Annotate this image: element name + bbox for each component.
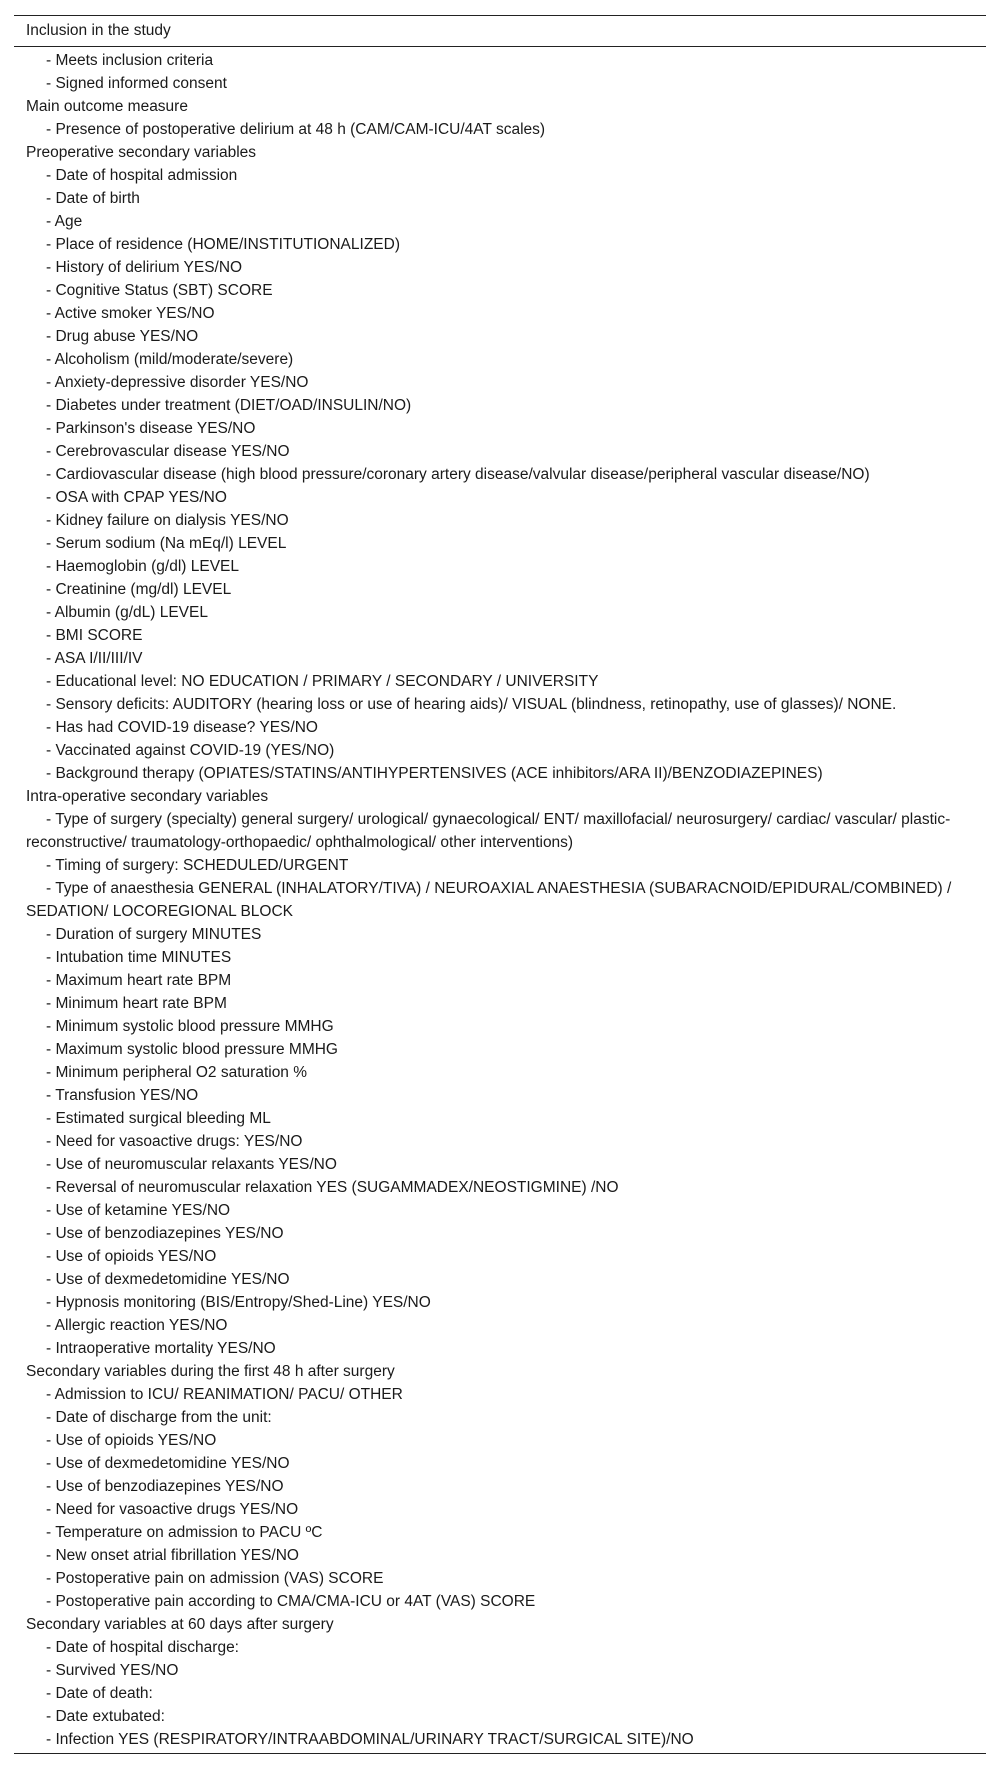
row-text: - Temperature on admission to PACU ºC [46, 1524, 323, 1541]
table-row [14, 1705, 986, 1728]
table-row [14, 1291, 986, 1314]
table-row [14, 1314, 986, 1337]
table-row [14, 693, 986, 716]
table-row [14, 164, 986, 187]
row-text: - Alcoholism (mild/moderate/severe) [46, 351, 294, 368]
table-row [14, 279, 986, 302]
section-heading [14, 1613, 986, 1636]
row-text: - Vaccinated against COVID-19 (YES/NO) [46, 742, 335, 759]
table-header: Inclusion in the study [14, 16, 986, 47]
table-row [14, 256, 986, 279]
table-row [14, 1107, 986, 1130]
row-text: - Use of dexmedetomidine YES/NO [46, 1455, 290, 1472]
row-text: - Date of discharge from the unit: [46, 1409, 272, 1426]
table-row [14, 1636, 986, 1659]
table-row [14, 1268, 986, 1291]
row-text: - Use of ketamine YES/NO [46, 1202, 231, 1219]
table-row [14, 555, 986, 578]
table-row [14, 1452, 986, 1475]
row-text: - Drug abuse YES/NO [46, 328, 199, 345]
row-text: - Estimated surgical bleeding ML [46, 1110, 271, 1127]
row-text: - Date of death: [46, 1685, 153, 1702]
row-text: - Duration of surgery MINUTES [46, 926, 262, 943]
row-text: - Use of benzodiazepines YES/NO [46, 1478, 284, 1495]
row-text: - Timing of surgery: SCHEDULED/URGENT [46, 857, 349, 874]
table-row [14, 210, 986, 233]
table-body [14, 47, 986, 1751]
row-text: - OSA with CPAP YES/NO [46, 489, 227, 506]
variables-table [14, 15, 986, 1754]
table-row [14, 808, 986, 854]
table-row [14, 854, 986, 877]
table-row [14, 647, 986, 670]
table-row [14, 1544, 986, 1567]
row-text: - Sensory deficits: AUDITORY (hearing loss or use of hearing aids)/ VISUAL (blindness, retinopathy, use of glasses)/ NONE. [46, 696, 897, 713]
row-text: - Serum sodium (Na mEq/l) LEVEL [46, 535, 287, 552]
row-text: - Type of anaesthesia GENERAL (INHALATORY/TIVA) / NEUROAXIAL ANAESTHESIA (SUBARACNOID/EPIDURAL/COMBINED) / SEDATION/ LOCOREGIONAL BLOCK [26, 880, 952, 920]
section-heading-text: Preoperative secondary variables [26, 144, 257, 161]
table-row [14, 509, 986, 532]
table-row [14, 1176, 986, 1199]
section-heading [14, 1360, 986, 1383]
table-row [14, 739, 986, 762]
row-text: - Date of hospital admission [46, 167, 238, 184]
row-text: - Has had COVID-19 disease? YES/NO [46, 719, 318, 736]
row-text: - Postoperative pain on admission (VAS) SCORE [46, 1570, 384, 1587]
section-heading-text: Secondary variables during the first 48 h after surgery [26, 1363, 395, 1380]
table-row [14, 1084, 986, 1107]
table-row [14, 49, 986, 72]
table-row [14, 532, 986, 555]
table-row [14, 1337, 986, 1360]
row-text: - Maximum heart rate BPM [46, 972, 232, 989]
section-heading [14, 95, 986, 118]
table-row [14, 670, 986, 693]
table-row [14, 1475, 986, 1498]
table-row [14, 1245, 986, 1268]
table-row [14, 1015, 986, 1038]
table-row [14, 187, 986, 210]
row-text: - Cerebrovascular disease YES/NO [46, 443, 290, 460]
table-row [14, 118, 986, 141]
table-row [14, 601, 986, 624]
table-row [14, 1383, 986, 1406]
table-row [14, 1222, 986, 1245]
table-row [14, 371, 986, 394]
row-text: - Postoperative pain according to CMA/CMA-ICU or 4AT (VAS) SCORE [46, 1593, 536, 1610]
row-text: - Transfusion YES/NO [46, 1087, 199, 1104]
row-text: - Reversal of neuromuscular relaxation YES (SUGAMMADEX/NEOSTIGMINE) /NO [46, 1179, 619, 1196]
table-row [14, 624, 986, 647]
table-row [14, 348, 986, 371]
table-row [14, 946, 986, 969]
row-text: - BMI SCORE [46, 627, 143, 644]
row-text: - Intubation time MINUTES [46, 949, 232, 966]
table-row [14, 716, 986, 739]
row-text: - Meets inclusion criteria [46, 52, 214, 69]
row-text: - Educational level: NO EDUCATION / PRIMARY / SECONDARY / UNIVERSITY [46, 673, 599, 690]
row-text: - Date extubated: [46, 1708, 165, 1725]
row-text: - Intraoperative mortality YES/NO [46, 1340, 276, 1357]
row-text: - History of delirium YES/NO [46, 259, 243, 276]
table-row [14, 1038, 986, 1061]
table-row [14, 969, 986, 992]
row-text: - Presence of postoperative delirium at 48 h (CAM/CAM-ICU/4AT scales) [46, 121, 546, 138]
row-text: - Age [46, 213, 83, 230]
table-row [14, 463, 986, 486]
row-text: - Allergic reaction YES/NO [46, 1317, 228, 1334]
row-text: - Active smoker YES/NO [46, 305, 215, 322]
table-row [14, 1567, 986, 1590]
row-text: - Haemoglobin (g/dl) LEVEL [46, 558, 239, 575]
table-bottom-rule [14, 1753, 986, 1754]
table-row [14, 578, 986, 601]
row-text: - Date of hospital discharge: [46, 1639, 239, 1656]
table-row [14, 325, 986, 348]
row-text: - Type of surgery (specialty) general surgery/ urological/ gynaecological/ ENT/ maxillofacial/ neurosurgery/ cardiac/ vascular/ plastic-reconstructive/ traumatology-orthopaedic/ ophthalmological/ other interventions) [26, 811, 951, 851]
row-text: - Hypnosis monitoring (BIS/Entropy/Shed-Line) YES/NO [46, 1294, 431, 1311]
table-row [14, 486, 986, 509]
table-row [14, 992, 986, 1015]
table-row [14, 1659, 986, 1682]
table-row [14, 302, 986, 325]
section-heading-text: Intra-operative secondary variables [26, 788, 269, 805]
row-text: - Infection YES (RESPIRATORY/INTRAABDOMINAL/URINARY TRACT/SURGICAL SITE)/NO [46, 1731, 694, 1748]
table-row [14, 1498, 986, 1521]
row-text: - Use of neuromuscular relaxants YES/NO [46, 1156, 337, 1173]
section-heading-text: Secondary variables at 60 days after surgery [26, 1616, 334, 1633]
row-text: - Need for vasoactive drugs: YES/NO [46, 1133, 303, 1150]
row-text: - Cognitive Status (SBT) SCORE [46, 282, 273, 299]
section-heading-text: Main outcome measure [26, 98, 188, 115]
row-text: - Need for vasoactive drugs YES/NO [46, 1501, 299, 1518]
section-heading [14, 785, 986, 808]
table-row [14, 1153, 986, 1176]
row-text: - Date of birth [46, 190, 140, 207]
table-row [14, 233, 986, 256]
row-text: - Cardiovascular disease (high blood pressure/coronary artery disease/valvular disease/peripheral vascular disease/NO) [46, 466, 870, 483]
table-row [14, 1521, 986, 1544]
table-row [14, 923, 986, 946]
row-text: - Kidney failure on dialysis YES/NO [46, 512, 289, 529]
table-row [14, 877, 986, 923]
table-row [14, 394, 986, 417]
row-text: - Creatinine (mg/dl) LEVEL [46, 581, 232, 598]
row-text: - Place of residence (HOME/INSTITUTIONALIZED) [46, 236, 400, 253]
table-row [14, 1130, 986, 1153]
row-text: - Parkinson's disease YES/NO [46, 420, 256, 437]
row-text: - Albumin (g/dL) LEVEL [46, 604, 208, 621]
table-row [14, 1061, 986, 1084]
row-text: - Admission to ICU/ REANIMATION/ PACU/ OTHER [46, 1386, 403, 1403]
row-text: - Background therapy (OPIATES/STATINS/ANTIHYPERTENSIVES (ACE inhibitors/ARA II)/BENZODIAZEPINES) [46, 765, 823, 782]
table-row [14, 417, 986, 440]
row-text: - Anxiety-depressive disorder YES/NO [46, 374, 309, 391]
row-text: - Maximum systolic blood pressure MMHG [46, 1041, 338, 1058]
table-row [14, 1199, 986, 1222]
row-text: - Use of dexmedetomidine YES/NO [46, 1271, 290, 1288]
section-heading [14, 141, 986, 164]
table-row [14, 762, 986, 785]
row-text: - Use of opioids YES/NO [46, 1432, 217, 1449]
row-text: - Minimum heart rate BPM [46, 995, 227, 1012]
row-text: - Signed informed consent [46, 75, 227, 92]
row-text: - Survived YES/NO [46, 1662, 179, 1679]
row-text: - Use of opioids YES/NO [46, 1248, 217, 1265]
table-row [14, 1590, 986, 1613]
row-text: - Use of benzodiazepines YES/NO [46, 1225, 284, 1242]
table-row [14, 72, 986, 95]
table-row [14, 1429, 986, 1452]
table-row [14, 1406, 986, 1429]
table-row [14, 440, 986, 463]
row-text: - Minimum peripheral O2 saturation % [46, 1064, 308, 1081]
row-text: - Minimum systolic blood pressure MMHG [46, 1018, 334, 1035]
row-text: - ASA I/II/III/IV [46, 650, 143, 667]
row-text: - Diabetes under treatment (DIET/OAD/INSULIN/NO) [46, 397, 412, 414]
table-row [14, 1728, 986, 1751]
table-row [14, 1682, 986, 1705]
row-text: - New onset atrial fibrillation YES/NO [46, 1547, 299, 1564]
